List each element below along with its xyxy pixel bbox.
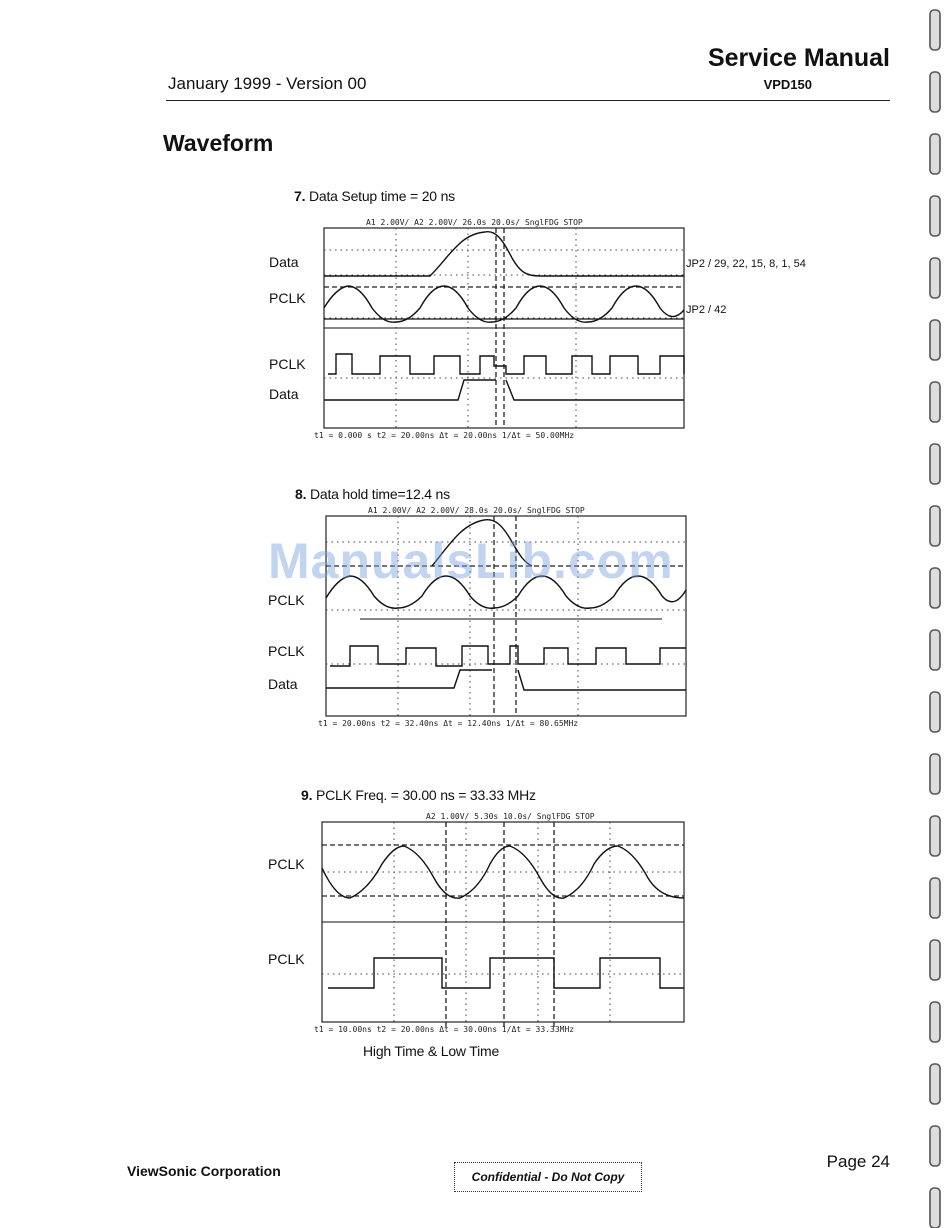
binding-ring [930,10,940,50]
manual-title: Service Manual [707,44,890,72]
binding-ring [930,878,940,918]
binding-ring [930,940,940,980]
figure-7-number: 7. [294,188,306,204]
scope-screen-7 [310,214,690,442]
model-number: VPD150 [763,77,812,92]
trace-label-pclk: PCLK [269,356,306,372]
confidential-stamp: Confidential - Do Not Copy [454,1162,642,1192]
binding-ring [930,1126,940,1166]
trace-label-pclk: PCLK [268,856,305,872]
binding-ring [930,444,940,484]
binding-ring [930,1002,940,1042]
trace-label-data: Data [269,386,299,402]
binding-ring [930,630,940,670]
figure-7-caption [294,188,455,204]
binding-ring [930,134,940,174]
scope-8-bottom-readout: t1 = 20.00ns t2 = 32.40ns Δt = 12.40ns 1/Δt = 80.65MHz [318,719,579,728]
scope-screen-9 [308,808,692,1040]
binding-ring [930,1188,940,1228]
header-rule [166,100,890,101]
company-name: ViewSonic Corporation [127,1163,281,1179]
trace-label-pclk: PCLK [268,643,305,659]
trace-label-pclk: PCLK [268,592,305,608]
version-date: January 1999 - Version 00 [168,74,367,93]
watermark: ManualsLib.com [268,533,674,589]
trace-label-pclk: PCLK [268,951,305,967]
pclk-sine-9 [322,846,684,898]
binding-ring [930,196,940,236]
binding-ring [930,692,940,732]
figure-7-caption-text: Data Setup time = 20 ns [305,188,455,204]
scope-7-top-readout: A1 2.00V/ A2 2.00V/ 26.0s 20.0s/ SnglFDG STOP [366,218,583,227]
binding-ring [930,72,940,112]
trace-label-data: Data [268,676,298,692]
scope-7-bottom-readout: t1 = 0.000 s t2 = 20.00ns Δt = 20.00ns 1/Δt = 50.00MHz [314,431,575,440]
scope-9-top-readout: A2 1.00V/ 5.30s 10.0s/ SnglFDG STOP [426,812,595,821]
section-title: Waveform [163,130,274,156]
figure-9-number: 9. [301,787,313,803]
binding-ring [930,816,940,856]
probe-annotation-pclk: JP2 / 42 [686,304,727,316]
scope-8-top-readout: A1 2.00V/ A2 2.00V/ 28.0s 20.0s/ SnglFDG STOP [368,506,585,515]
trace-label-pclk: PCLK [269,290,306,306]
binding-ring [930,320,940,360]
figure-9-caption-text: PCLK Freq. = 30.00 ns = 33.33 MHz [312,787,536,803]
page-number: Page 24 [826,1152,890,1171]
binding-ring [930,568,940,608]
figure-8-caption-text: Data hold time=12.4 ns [306,486,450,502]
binding-ring [930,754,940,794]
scope-9-bottom-readout: t1 = 10.00ns t2 = 20.00ns Δt = 30.00ns 1/Δt = 33.33MHz [314,1025,575,1034]
probe-annotation-data: JP2 / 29, 22, 15, 8, 1, 54 [686,258,806,270]
figure-8-caption [295,486,450,502]
binding-ring [930,1064,940,1104]
figure-9-subcaption: High Time & Low Time [363,1043,500,1059]
figure-8-number: 8. [295,486,307,502]
figure-9-caption [301,787,536,803]
binding-ring [930,506,940,546]
spiral-binding [916,0,950,1228]
binding-ring [930,258,940,298]
binding-ring [930,382,940,422]
trace-label-data: Data [269,254,299,270]
